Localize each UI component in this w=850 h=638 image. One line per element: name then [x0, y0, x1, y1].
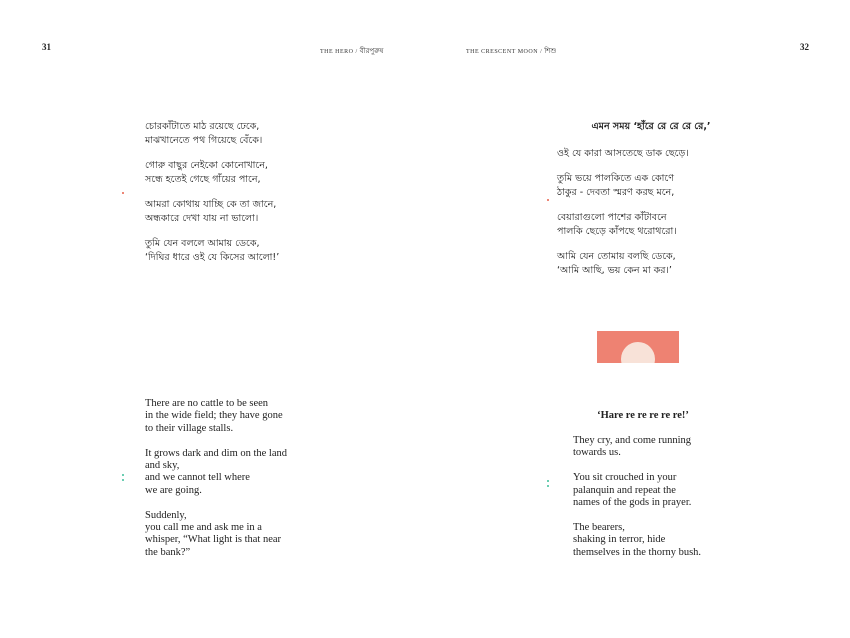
verse-line: তুমি যেন বললে আমায় ডেকে,	[145, 238, 260, 249]
teal-marker-dots	[547, 480, 550, 489]
stanza	[557, 211, 689, 239]
stanza	[145, 448, 287, 498]
english-title-right: ‘Hare re re re re re!’	[597, 410, 689, 421]
verse-line: ‘দিঘির ধারে ওই যে কিসের আলো!’	[145, 252, 280, 263]
verse-line: towards us.	[573, 447, 621, 459]
verse-line: names of the gods in prayer.	[573, 497, 692, 509]
verse-line: চোরকাঁটাতে মাঠ রয়েছে ঢেকে,	[145, 121, 260, 132]
running-head-separator: /	[540, 49, 543, 55]
verse-line: It grows dark and dim on the land	[145, 447, 288, 459]
english-poem-left	[145, 398, 287, 572]
verse-line: and sky,	[145, 460, 180, 472]
running-head-title-bn: শিশু	[544, 47, 557, 55]
running-head-title-en: THE CRESCENT MOON	[466, 49, 539, 55]
verse-line: themselves in the thorny bush.	[573, 546, 702, 558]
stanza	[145, 510, 287, 560]
verse-line: and we cannot tell where	[145, 472, 250, 484]
stanza	[557, 250, 689, 278]
verse-line: গোরু বাছুর নেইকো কোনোখানে,	[145, 160, 268, 171]
sun-icon	[621, 342, 655, 363]
stanza	[145, 398, 287, 435]
stanza	[145, 159, 279, 187]
running-head-left	[320, 45, 383, 57]
verse-line: The bearers,	[573, 521, 625, 533]
teal-marker-dots	[122, 474, 125, 483]
english-poem-right	[573, 435, 701, 571]
stanza	[145, 237, 279, 265]
verse-line: Suddenly,	[145, 509, 187, 521]
verse-line: palanquin and repeat the	[573, 484, 676, 496]
verse-line: বেয়ারাগুলো পাশের কাঁটাবনে	[557, 212, 667, 223]
verse-line: You sit crouched in your	[573, 472, 677, 484]
verse-line: in the wide field; they have gone	[145, 410, 283, 422]
bengali-title-right: এমন সময় ‘হাঁরে রে রে রে রে,’	[591, 121, 711, 132]
verse-line: the bank?”	[145, 546, 191, 558]
verse-line: we are going.	[145, 484, 202, 496]
verse-line: সন্ধে হতেই গেছে গাঁয়ের পানে,	[145, 174, 261, 185]
verse-line: There are no cattle to be seen	[145, 398, 269, 409]
running-head-right	[466, 45, 556, 57]
verse-line: আমি যেন তোমায় বলছি ডেকে,	[557, 251, 676, 262]
verse-line: shaking in terror, hide	[573, 534, 666, 546]
running-head-separator: /	[355, 49, 358, 55]
verse-line: ওই যে কারা আসতেছে ডাক ছেড়ে।	[557, 148, 689, 159]
stanza	[573, 472, 701, 509]
stanza	[145, 198, 279, 226]
verse-line: মাঝখানেতে পথ গিয়েছে বেঁকে।	[145, 135, 263, 146]
verse-line: whisper, “What light is that near	[145, 534, 282, 546]
setting-sun-illustration	[597, 331, 679, 363]
stanza	[145, 120, 279, 148]
page-number-right: 32	[800, 42, 809, 52]
stanza	[573, 435, 701, 460]
verse-line: ঠাকুর - দেবতা স্মরণ করছ মনে,	[557, 187, 675, 198]
verse-line: you call me and ask me in a	[145, 522, 262, 534]
stanza	[557, 172, 689, 200]
verse-line: to their village stalls.	[145, 422, 234, 434]
running-head-title-en: THE HERO	[320, 49, 354, 55]
running-head-title-bn: বীরপুরুষ	[359, 47, 384, 55]
verse-line: অন্ধকারে দেখা যায় না ভালো।	[145, 213, 259, 224]
verse-line: They cry, and come running	[573, 435, 691, 446]
verse-line: ‘আমি আছি, ভয় কেন মা কর।’	[557, 265, 672, 276]
verse-line: আমরা কোথায় যাচ্ছি কে তা জানে,	[145, 199, 277, 210]
bengali-poem-left	[145, 120, 279, 276]
verse-line: তুমি ভয়ে পালকিতে এক কোণে	[557, 173, 674, 184]
stanza	[573, 522, 701, 559]
verse-line: পালকি ছেড়ে কাঁপছে থরোথরো।	[557, 226, 677, 237]
bengali-poem-right	[557, 147, 689, 289]
red-marker-dot	[547, 199, 549, 201]
red-marker-dot	[122, 192, 124, 194]
stanza	[557, 147, 689, 161]
page-number-left: 31	[42, 42, 51, 52]
